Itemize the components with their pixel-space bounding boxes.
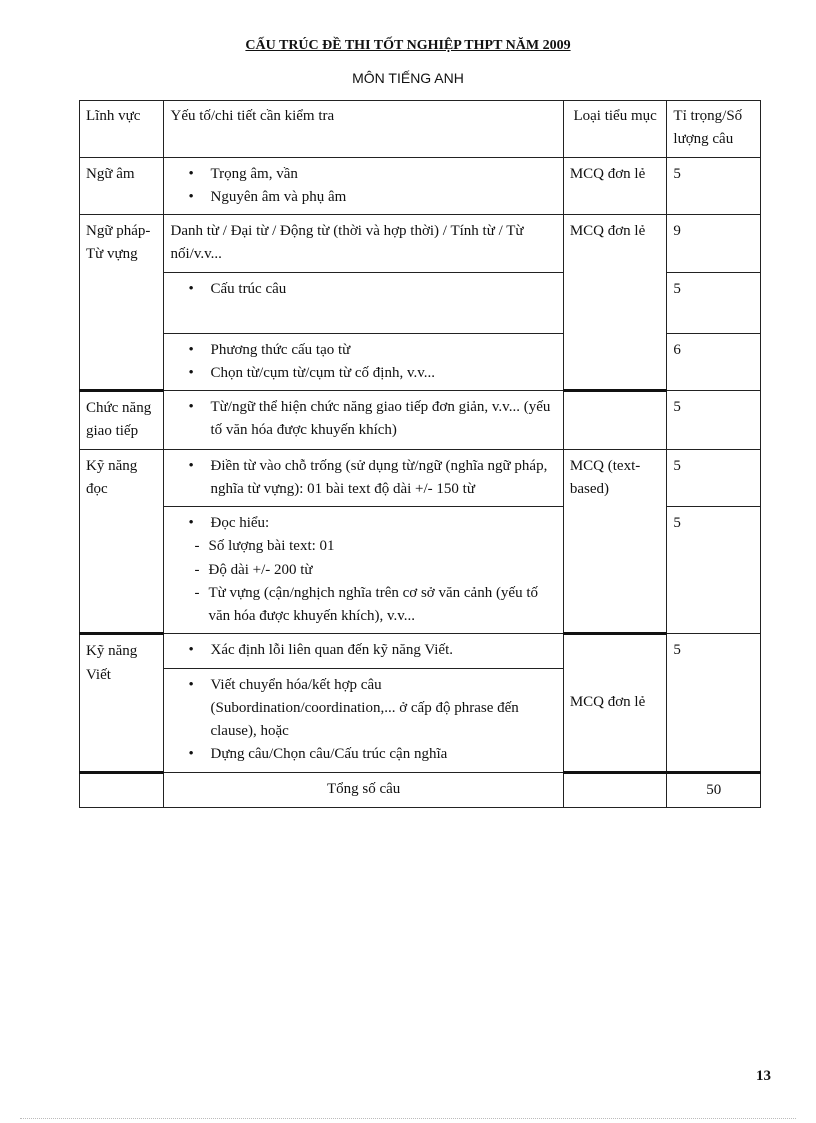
count-cell: 5: [667, 634, 761, 772]
total-row: [80, 772, 761, 807]
count-cell: 5: [667, 272, 761, 333]
type-cell: MCQ đơn lẻ: [563, 215, 667, 391]
count-cell: 5: [667, 449, 761, 507]
table-header-row: [80, 101, 761, 158]
document-subtitle: MÔN TIẾNG ANH: [352, 70, 464, 86]
table-row: [80, 391, 761, 450]
table-row: [80, 449, 761, 507]
details-cell: [164, 634, 563, 668]
area-cell: Ngữ âm: [80, 157, 164, 215]
area-cell: Chức năng giao tiếp: [80, 391, 164, 450]
header-type: Loại tiểu mục: [563, 101, 667, 158]
count-cell: 9: [667, 215, 761, 273]
list-item: - Từ vựng (cận/nghịch nghĩa trên cơ sở văn cảnh (yếu tố văn hóa được khuyến khích), v.v...: [194, 582, 556, 629]
list-item: • Đọc hiểu:: [188, 512, 556, 535]
table-row: [80, 215, 761, 273]
details-cell: [164, 668, 563, 772]
type-cell: MCQ đơn lẻ: [563, 157, 667, 215]
total-value: 50: [667, 772, 761, 807]
count-cell: 6: [667, 333, 761, 391]
list-item: • Viết chuyển hóa/kết hợp câu (Subordination/coordination,... ở cấp độ phrase đến clause), hoặc: [188, 674, 556, 744]
footer-divider: [20, 1118, 796, 1119]
list-item: • Dựng câu/Chọn câu/Cấu trúc cận nghĩa: [188, 743, 556, 766]
type-cell: MCQ đơn lẻ: [563, 634, 667, 772]
header-details: Yếu tố/chi tiết cần kiểm tra: [164, 101, 563, 158]
document-title: CẤU TRÚC ĐỀ THI TỐT NGHIỆP THPT NĂM 2009: [245, 38, 571, 53]
list-item: • Nguyên âm và phụ âm: [188, 186, 556, 209]
list-item: - Số lượng bài text: 01: [194, 535, 556, 558]
count-cell: 5: [667, 391, 761, 450]
list-item: • Trọng âm, vần: [188, 163, 556, 186]
area-cell: Ngữ pháp-Từ vựng: [80, 215, 164, 391]
list-item: • Xác định lỗi liên quan đến kỹ năng Viết.: [188, 639, 556, 662]
list-item: • Từ/ngữ thể hiện chức năng giao tiếp đơn giản, v.v... (yếu tố văn hóa được khuyến khích): [188, 396, 556, 443]
details-cell: Danh từ / Đại từ / Động từ (thời và hợp thời) / Tính từ / Từ nối/v.v...: [164, 215, 563, 273]
details-cell: [164, 333, 563, 391]
details-cell: [164, 449, 563, 507]
exam-structure-table: [79, 100, 761, 808]
count-cell: 5: [667, 157, 761, 215]
details-cell: [164, 272, 563, 333]
page-number: 13: [756, 1068, 771, 1084]
area-cell: Kỹ năng Viết: [80, 634, 164, 772]
list-item: • Điền từ vào chỗ trống (sử dụng từ/ngữ (nghĩa ngữ pháp, nghĩa từ vựng): 01 bài text độ dài +/- 150 từ: [188, 455, 556, 502]
table-row: [80, 634, 761, 668]
details-cell: [164, 157, 563, 215]
area-cell: Kỹ năng đọc: [80, 449, 164, 634]
type-cell: [563, 772, 667, 807]
details-cell: [164, 507, 563, 634]
total-label: Tổng số câu: [164, 772, 563, 807]
list-item: • Cấu trúc câu: [188, 278, 556, 301]
type-cell: [563, 391, 667, 450]
list-item: • Chọn từ/cụm từ/cụm từ cố định, v.v...: [188, 362, 556, 385]
header-count: Tỉ trọng/Số lượng câu: [667, 101, 761, 158]
area-cell: [80, 772, 164, 807]
table-row: [80, 157, 761, 215]
list-item: - Độ dài +/- 200 từ: [194, 559, 556, 582]
details-cell: [164, 391, 563, 450]
list-item: • Phương thức cấu tạo từ: [188, 339, 556, 362]
type-cell: MCQ (text-based): [563, 449, 667, 634]
count-cell: 5: [667, 507, 761, 634]
header-area: Lĩnh vực: [80, 101, 164, 158]
